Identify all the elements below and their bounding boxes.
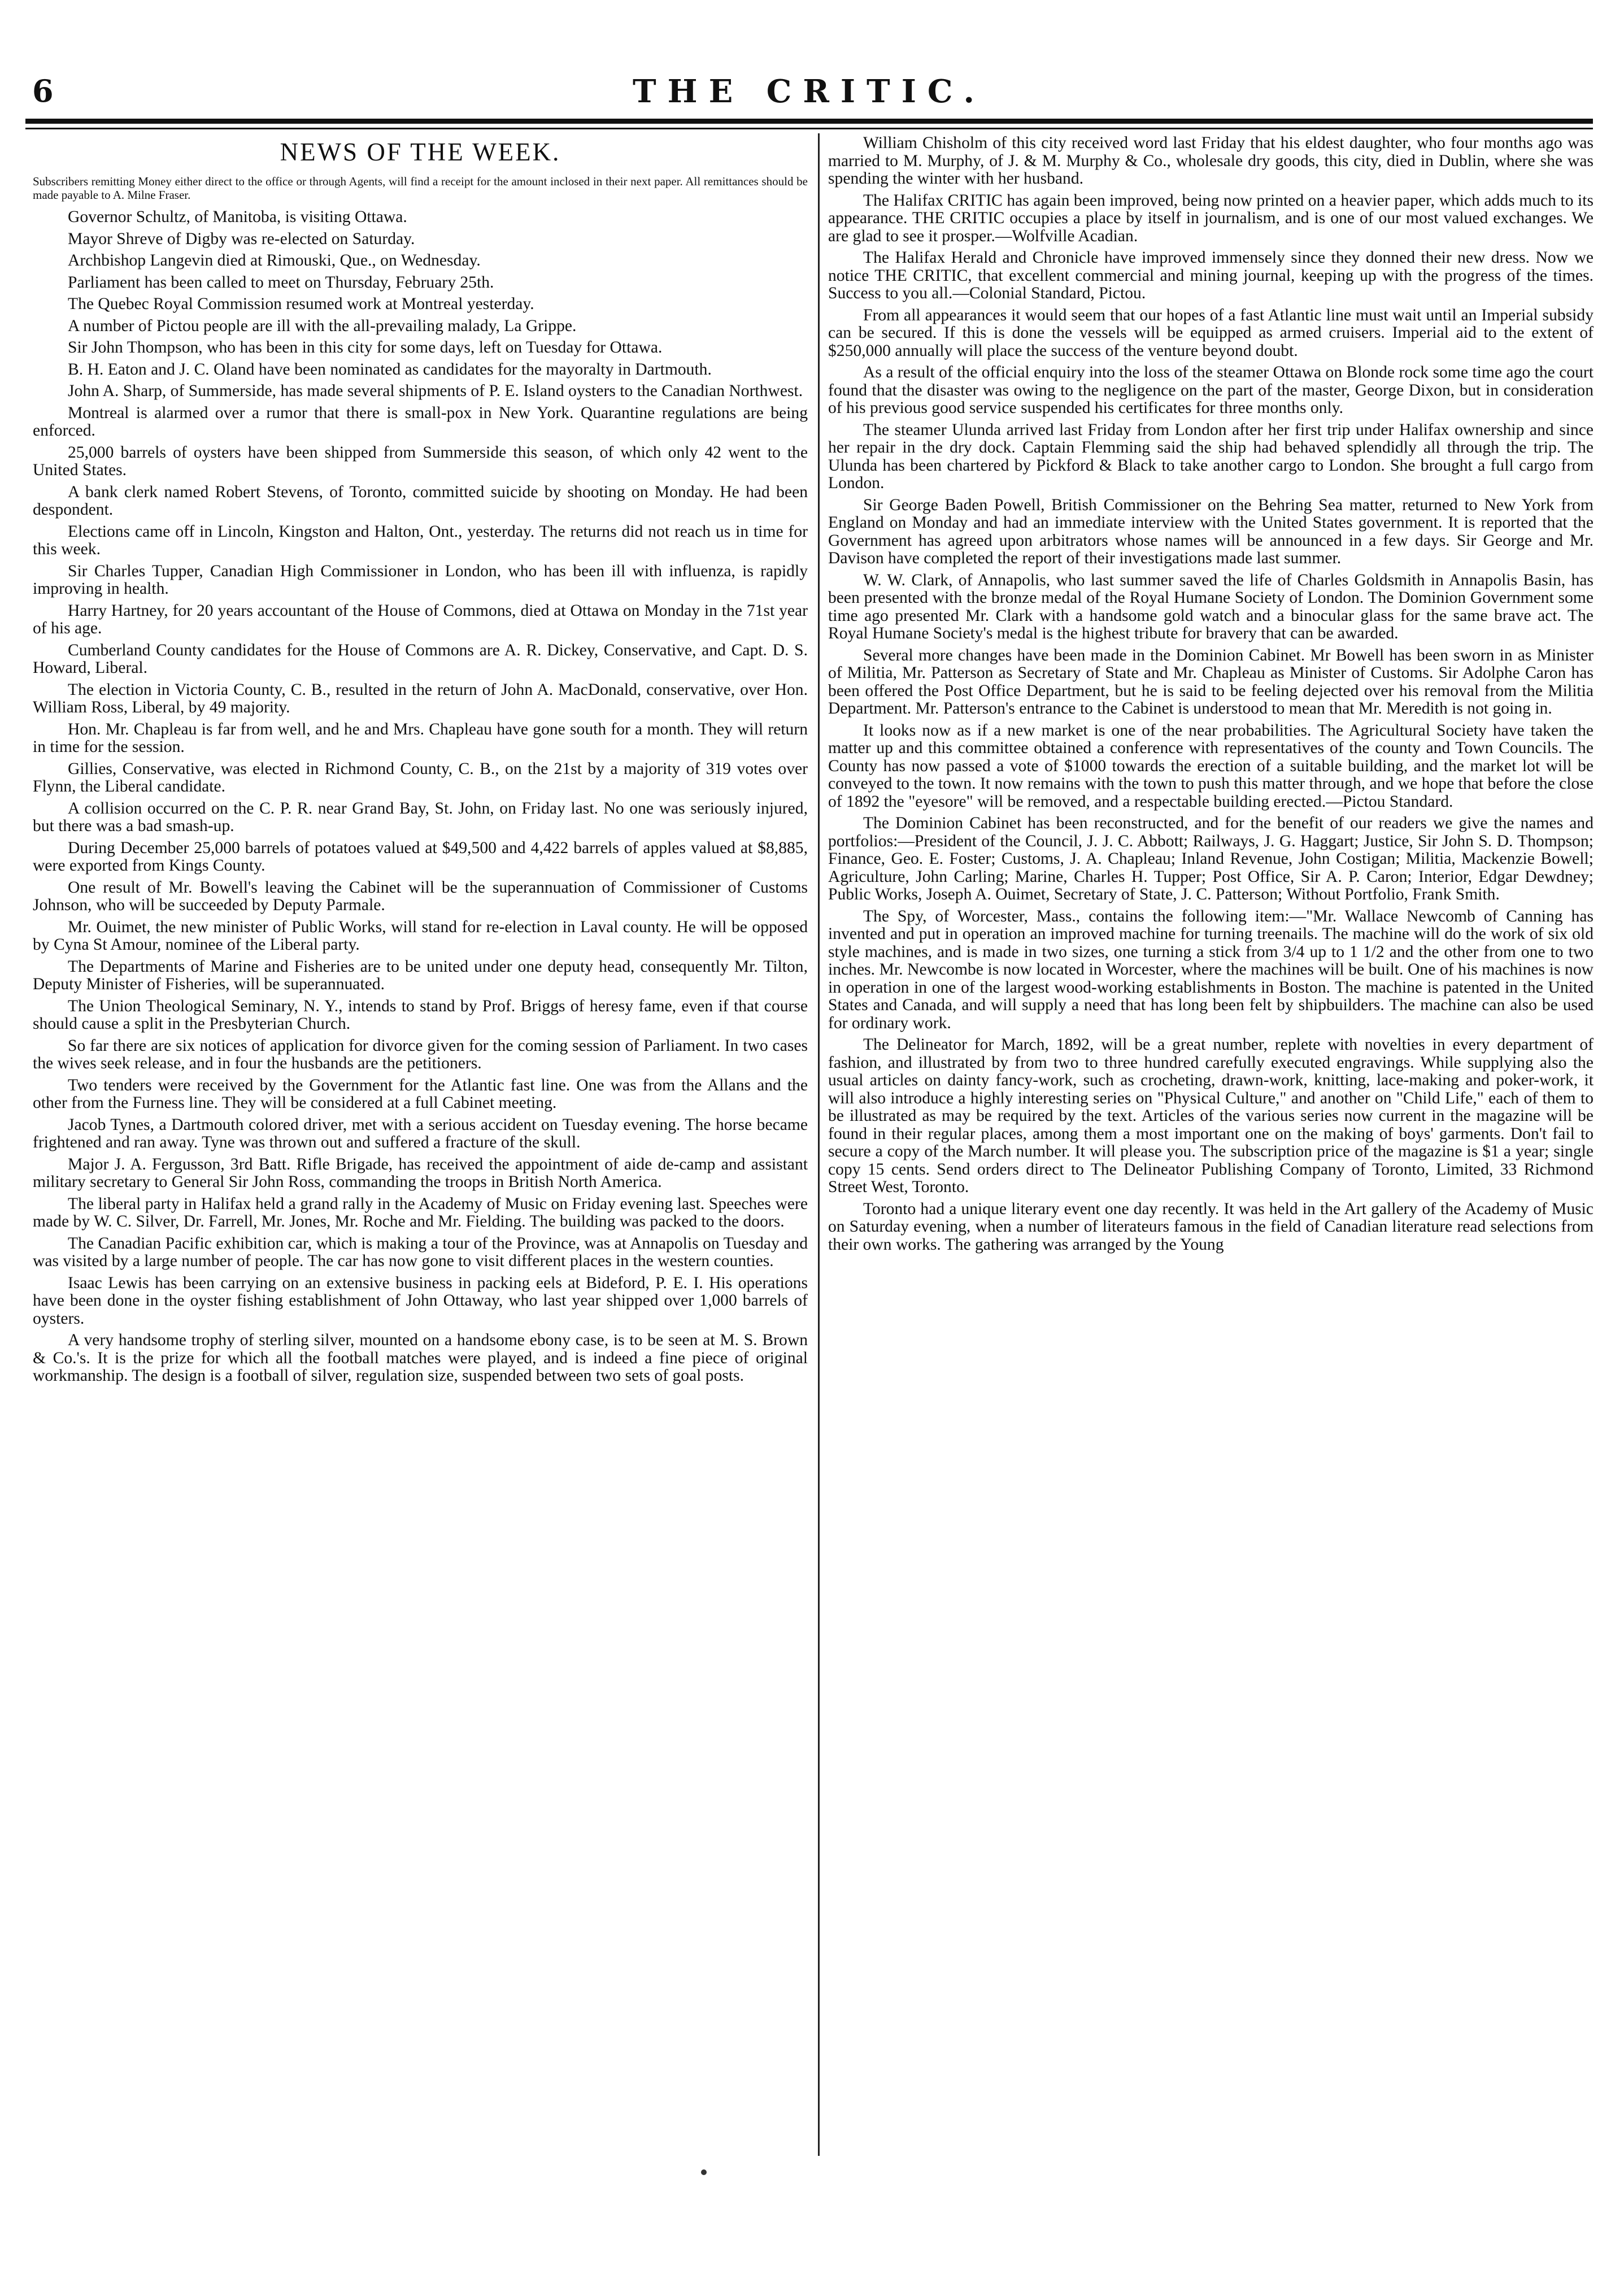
- news-item: It looks now as if a new market is one of the near probabilities. The Agricultural Society have taken the matter up and this committee obtained a conference with representatives of the county and Town Councils. The County has now passed a vote of $1000 towards the erection of a suitable building, and the market lot will be conveyed to the town. It now remains with the town to push this matter through, and we hope that before the close of 1892 the "eyesore" will be removed, and a respectable building erected.—Pictou Standard.: [828, 721, 1593, 811]
- news-item: The Halifax CRITIC has again been improved, being now printed on a heavier paper, which adds much to its appearance. THE CRITIC occupies a place by itself in journalism, and is one of our most valued exchanges. We are glad to see it prosper.—Wolfville Acadian.: [828, 191, 1593, 245]
- news-item: B. H. Eaton and J. C. Oland have been nominated as candidates for the mayoralty in Dartmouth.: [68, 360, 712, 379]
- news-item: Sir Charles Tupper, Canadian High Commissioner in London, who has been ill with influenza, is rapidly improving in health.: [33, 562, 808, 598]
- subscriber-notice: Subscribers remitting Money either direct to the office or through Agents, will find a receipt for the amount inclosed in their next paper. All remittances should be made payable to A. Milne Fraser.: [33, 175, 808, 202]
- news-item: As a result of the official enquiry into the loss of the steamer Ottawa on Blonde rock some time ago the court found that the disaster was owing to the negligence on the part of the master, George Dixon, but in consideration of his previous good service suspended his certificates for three months only.: [828, 363, 1593, 417]
- news-item: Major J. A. Fergusson, 3rd Batt. Rifle Brigade, has received the appointment of aide de-camp and assistant military secretary to General Sir John Ross, commanding the troops in British North America.: [33, 1155, 808, 1191]
- left-news-items: [33, 208, 808, 1385]
- news-item: Sir John Thompson, who has been in this city for some days, left on Tuesday for Ottawa.: [68, 338, 663, 356]
- left-column: [33, 134, 808, 1389]
- news-item: The Dominion Cabinet has been reconstructed, and for the benefit of our readers we give the names and portfolios:—President of the Council, J. J. C. Abbott; Railways, J. G. Haggart; Justice, Sir John S. D. Thompson; Finance, Geo. E. Foster; Customs, J. A. Chapleau; Inland Revenue, John Costigan; Militia, Mackenzie Bowell; Agriculture, John Carling; Marine, Charles H. Tupper; Post Office, Sir A. P. Caron; Interior, Edgar Dewdney; Public Works, Joseph A. Ouimet, Secretary of State, J. C. Patterson; Without Portfolio, Frank Smith.: [828, 814, 1593, 903]
- news-item: One result of Mr. Bowell's leaving the Cabinet will be the superannuation of Commissioner of Customs Johnson, who will be succeeded by Deputy Parmale.: [33, 878, 808, 914]
- news-item: Gillies, Conservative, was elected in Richmond County, C. B., on the 21st by a majority of 319 votes over Flynn, the Liberal candidate.: [33, 759, 808, 795]
- news-item: The Canadian Pacific exhibition car, which is making a tour of the Province, was at Annapolis on Tuesday and was visited by a large number of people. The car has now gone to visit different places in the western counties.: [33, 1234, 808, 1270]
- news-item: Governor Schultz, of Manitoba, is visiting Ottawa.: [68, 208, 407, 226]
- news-item: The Spy, of Worcester, Mass., contains the following item:—"Mr. Wallace Newcomb of Canning has invented and put in operation an improved machine for turning treenails. The machine will do the work of six old style machines, and is made in two sizes, one turning a stick from 3/4 up to 1 1/2 and the other from one to two inches. Mr. Newcombe is now located in Worcester, where the machines will be built. One of his machines is now in operation in one of the largest wood-working establishments in Boston. The machine is patented in the United States and Canada, and will supply a need that has long been felt by shipbuilders. The machine can also be used for ordinary work.: [828, 907, 1593, 1032]
- news-item: The Delineator for March, 1892, will be a great number, replete with novelties in every department of fashion, and illustrated by from two to three hundred carefully executed engravings. While supplying also the usual articles on dainty fancy-work, such as crocheting, drawn-work, knitting, lace-making and poker-work, it will also introduce a highly interesting series on "Physical Culture," and another on "Child Life," each of them to be illustrated as may be required by the text. Articles of the various series now current in the magazine will be found in their regular places, among them a most important one on the making of boys' garments. Don't fail to secure a copy of the March number. It will please you. The subscription price of the magazine is $1 a year; single copy 15 cents. Send orders direct to The Delineator Publishing Company of Toronto, Limited, 33 Richmond Street West, Toronto.: [828, 1036, 1593, 1196]
- news-item: A bank clerk named Robert Stevens, of Toronto, committed suicide by shooting on Monday. He had been despondent.: [33, 482, 808, 519]
- right-column: [828, 134, 1593, 1258]
- news-item: During December 25,000 barrels of potatoes valued at $49,500 and 4,422 barrels of apples valued at $8,885, were exported from Kings County.: [33, 838, 808, 875]
- news-item: Isaac Lewis has been carrying on an extensive business in packing eels at Bideford, P. E. I. His operations have been done in the oyster fishing establishment of John Ottaway, who last year shipped over 1,000 barrels of oysters.: [33, 1273, 808, 1328]
- news-item: The election in Victoria County, C. B., resulted in the return of John A. MacDonald, conservative, over Hon. William Ross, Liberal, by 49 majority.: [33, 680, 808, 716]
- news-item: The steamer Ulunda arrived last Friday from London after her first trip under Halifax ownership and since her repair in the dry dock. Captain Flemming said the ship had behaved splendidly all through the trip. The Ulunda has been chartered by Pickford & Black to take another cargo to London. She brought a full cargo from London.: [828, 420, 1593, 492]
- news-item: A collision occurred on the C. P. R. near Grand Bay, St. John, on Friday last. No one was seriously injured, but there was a bad smash-up.: [33, 799, 808, 835]
- news-item: Harry Hartney, for 20 years accountant of the House of Commons, died at Ottawa on Monday in the 71st year of his age.: [33, 601, 808, 637]
- news-item: A very handsome trophy of sterling silver, mounted on a handsome ebony case, is to be seen at M. S. Brown & Co.'s. It is the prize for which all the football matches were played, and is indeed a fine piece of original workmanship. The design is a football of silver, regulation size, suspended between two sets of goal posts.: [33, 1331, 808, 1385]
- news-item: Parliament has been called to meet on Thursday, February 25th.: [68, 273, 494, 292]
- masthead-rule-thick: [25, 119, 1593, 124]
- news-item: Several more changes have been made in the Dominion Cabinet. Mr Bowell has been sworn in as Minister of Militia, Mr. Patterson as Secretary of State and Mr. Chapleau as Minister of Customs. Sir Adolphe Caron has been offered the Post Office Department, but he is said to be feeling dejected over his removal from the Militia Department. Mr. Patterson's entrance to the Cabinet is understood to mean that Mr. Meredith is not going in.: [828, 646, 1593, 717]
- news-item: Elections came off in Lincoln, Kingston and Halton, Ont., yesterday. The returns did not reach us in time for this week.: [33, 522, 808, 558]
- section-headline: NEWS OF THE WEEK.: [280, 138, 561, 166]
- news-item: The Quebec Royal Commission resumed work at Montreal yesterday.: [68, 295, 534, 313]
- news-item: Archbishop Langevin died at Rimouski, Que., on Wednesday.: [68, 251, 481, 269]
- page-number: 6: [32, 73, 54, 109]
- news-item: Two tenders were received by the Government for the Atlantic fast line. One was from the Allans and the other from the Furness line. They will be considered at a full Cabinet meeting.: [33, 1076, 808, 1112]
- news-item: Cumberland County candidates for the House of Commons are A. R. Dickey, Conservative, and Capt. D. S. Howard, Liberal.: [33, 641, 808, 677]
- masthead: [25, 71, 1593, 116]
- news-item: Jacob Tynes, a Dartmouth colored driver, met with a serious accident on Tuesday evening. The horse became frightened and ran away. Tyne was thrown out and suffered a fracture of the skull.: [33, 1115, 808, 1151]
- news-item: William Chisholm of this city received word last Friday that his eldest daughter, who four months ago was married to M. Murphy, of J. & M. Murphy & Co., wholesale dry goods, this city, died in Dublin, where she was spending the winter with her husband.: [828, 134, 1593, 188]
- news-item: Toronto had a unique literary event one day recently. It was held in the Art gallery of the Academy of Music on Saturday evening, when a number of literateurs famous in the field of Canadian literature read selections from their own works. The gathering was arranged by the Young: [828, 1199, 1593, 1254]
- news-item: The Halifax Herald and Chronicle have improved immensely since they donned their new dress. Now we notice THE CRITIC, that excellent commercial and mining journal, keeping up with the progress of the times. Success to you all.—Colonial Standard, Pictou.: [828, 249, 1593, 302]
- column-divider: [818, 133, 820, 2156]
- print-speck: [701, 2169, 707, 2175]
- masthead-rule-thin: [25, 128, 1593, 129]
- right-news-items: [828, 134, 1593, 1254]
- news-item: Sir George Baden Powell, British Commissioner on the Behring Sea matter, returned to New York from England on Monday and had an immediate interview with the United States government. It is reported that the Government has agreed upon arbitrators whose names will be announced in a few days. Sir George and Mr. Davison have completed the report of their investigations made last summer.: [828, 495, 1593, 567]
- news-item: Montreal is alarmed over a rumor that there is small-pox in New York. Quarantine regulations are being enforced.: [33, 403, 808, 440]
- news-item: Mayor Shreve of Digby was re-elected on Saturday.: [68, 229, 415, 248]
- news-item: From all appearances it would seem that our hopes of a fast Atlantic line must wait until an Imperial subsidy can be secured. If this is done the vessels will be equipped as armed cruisers. Imperial aid to the extent of $250,000 annually will place the success of the venture beyond doubt.: [828, 306, 1593, 360]
- news-item: 25,000 barrels of oysters have been shipped from Summerside this season, of which only 42 went to the United States.: [33, 443, 808, 479]
- publication-title: THE CRITIC.: [632, 73, 986, 110]
- news-item: W. W. Clark, of Annapolis, who last summer saved the life of Charles Goldsmith in Annapolis Basin, has been presented with the bronze medal of the Royal Humane Society of London. The Dominion Government some time ago presented Mr. Clark with a handsome gold watch and a binocular glass for the same brave act. The Royal Humane Society's medal is the highest tribute for bravery that can be awarded.: [828, 571, 1593, 642]
- news-item: So far there are six notices of application for divorce given for the coming session of Parliament. In two cases the wives seek release, and in four the husbands are the petitioners.: [33, 1036, 808, 1072]
- news-item: The Union Theological Seminary, N. Y., intends to stand by Prof. Briggs of heresy fame, even if that course should cause a split in the Presbyterian Church.: [33, 997, 808, 1033]
- news-item: Mr. Ouimet, the new minister of Public Works, will stand for re-election in Laval county. He will be opposed by Cyna St Amour, nominee of the Liberal party.: [33, 917, 808, 954]
- news-item: A number of Pictou people are ill with the all-prevailing malady, La Grippe.: [68, 316, 577, 335]
- news-item: The Departments of Marine and Fisheries are to be united under one deputy head, consequently Mr. Tilton, Deputy Minister of Fisheries, will be superannuated.: [33, 957, 808, 993]
- news-item: John A. Sharp, of Summerside, has made several shipments of P. E. Island oysters to the Canadian Northwest.: [68, 382, 803, 400]
- news-item: Hon. Mr. Chapleau is far from well, and he and Mrs. Chapleau have gone south for a month. They will return in time for the session.: [33, 720, 808, 756]
- news-item: The liberal party in Halifax held a grand rally in the Academy of Music on Friday evening last. Speeches were made by W. C. Silver, Dr. Farrell, Mr. Jones, Mr. Roche and Mr. Fielding. The building was packed to the doors.: [33, 1194, 808, 1230]
